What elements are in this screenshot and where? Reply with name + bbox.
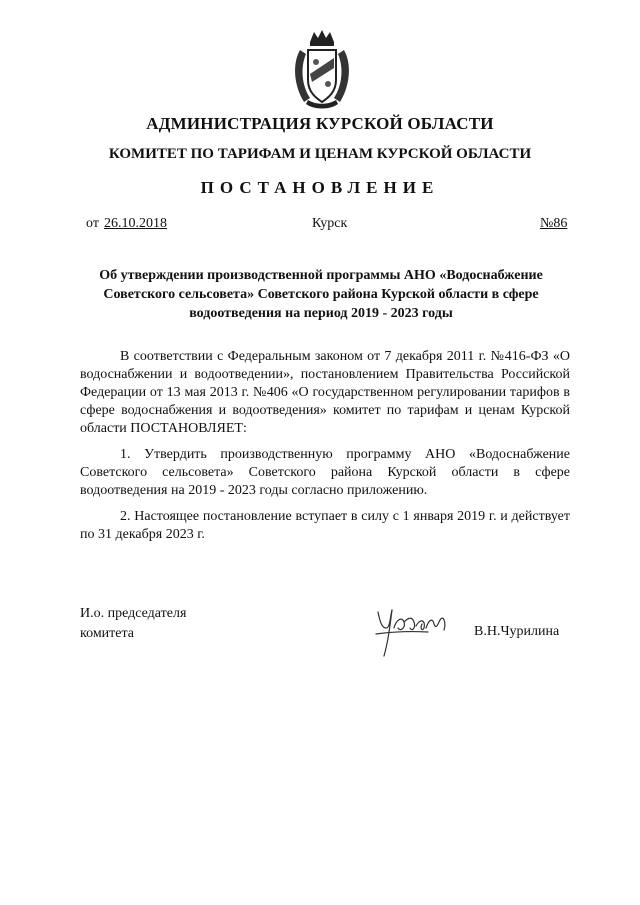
signatory-title [80, 604, 186, 644]
document-subject: Об утверждении производственной программы АНО «Водоснабжение Советского сельсовета» Советского района Курской области в сфере водоотведения на период 2019 - 2023 годы [99, 268, 543, 321]
committee-title: КОМИТЕТ ПО ТАРИФАМ И ЦЕНАМ КУРСКОЙ ОБЛАСТИ [108, 146, 532, 162]
handwritten-signature [370, 598, 480, 664]
document-number: №86 [540, 216, 568, 231]
coat-of-arms-icon [290, 28, 354, 112]
document-type: ПОСТАНОВЛЕНИЕ [200, 178, 440, 197]
signatory-title-line2: комитета [80, 626, 135, 641]
city-name: Курск [312, 216, 348, 231]
organization-title: АДМИНИСТРАЦИЯ КУРСКОЙ ОБЛАСТИ [146, 114, 494, 133]
date-prefix: от [86, 216, 99, 231]
signatory-title-line1: И.о. председателя [80, 606, 187, 621]
item-1-paragraph: 1. Утвердить производственную программу АНО «Водоснабжение Советского сельсовета» Советского района Курской области в сфере водоотведения на 2019 - 2023 годы согласно приложению. [80, 447, 570, 498]
document-date: 26.10.2018 [104, 216, 167, 231]
document-body [80, 348, 570, 552]
item-2-paragraph: 2. Настоящее постановление вступает в силу с 1 января 2019 г. и действует по 31 декабря 2023 г. [80, 509, 570, 542]
signatory-name: В.Н.Чурилина [474, 624, 560, 639]
preamble-paragraph: В соответствии с Федеральным законом от 7 декабря 2011 г. №416-ФЗ «О водоснабжении и водоотведении», постановлением Правительства Российской Федерации от 13 мая 2013 г. №406 «О государственном регулировании тарифов в сфере водоснабжения и водоотведения» комитет по тарифам и ценам Курской области ПОСТАНОВЛЯЕТ: [80, 349, 570, 436]
